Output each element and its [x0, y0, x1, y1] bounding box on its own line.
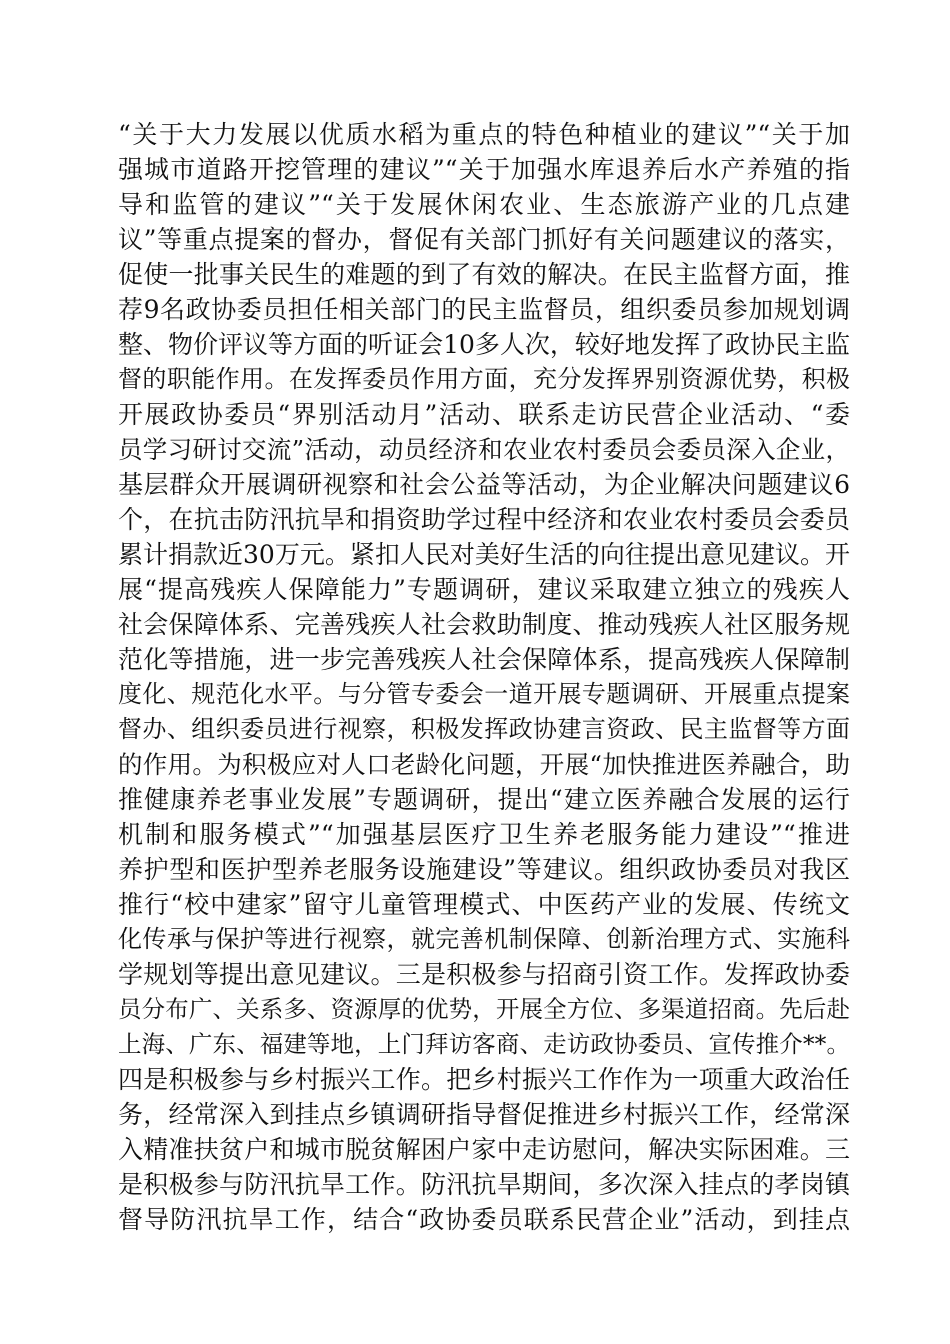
text-line: 养护型和医护型养老服务设施建设”等建议。组织政协委员对我区 — [118, 855, 850, 884]
text-line: 推行“校中建家”留守儿童管理模式、中医药产业的发展、传统文 — [118, 890, 850, 919]
text-line: 度化、规范化水平。与分管专委会一道开展专题调研、开展重点提案 — [118, 680, 850, 708]
text-line: 是积极参与防汛抗旱工作。防汛抗旱期间，多次深入挂点的孝岗镇 — [118, 1170, 850, 1199]
text-line: 累计捐款近30万元。紧扣人民对美好生活的向往提出意见建议。开 — [118, 540, 850, 569]
text-line: 社会保障体系、完善残疾人社会救助制度、推动残疾人社区服务规 — [118, 610, 850, 639]
text-line: 促使一批事关民生的难题的到了有效的解决。在民主监督方面，推 — [118, 260, 850, 289]
text-line: 展“提高残疾人保障能力”专题调研，建议采取建立独立的残疾人 — [118, 575, 850, 604]
text-line: 员分布广、关系多、资源厚的优势，开展全方位、多渠道招商。先后赴 — [118, 995, 850, 1023]
text-line: 督办、组织委员进行视察，积极发挥政协建言资政、民主监督等方面 — [118, 715, 850, 743]
text-line: 议”等重点提案的督办，督促有关部门抓好有关问题建议的落实， — [118, 225, 850, 254]
text-line: 范化等措施，进一步完善残疾人社会保障体系，提高残疾人保障制 — [118, 645, 850, 674]
text-line: 荐9名政协委员担任相关部门的民主监督员，组织委员参加规划调 — [118, 295, 850, 324]
text-line: “关于大力发展以优质水稻为重点的特色种植业的建议”“关于加 — [118, 120, 850, 149]
text-line: 强城市道路开挖管理的建议”“关于加强水库退养后水产养殖的指 — [118, 155, 850, 184]
text-line: 学规划等提出意见建议。三是积极参与招商引资工作。发挥政协委 — [118, 960, 850, 989]
text-line: 务，经常深入到挂点乡镇调研指导督促推进乡村振兴工作，经常深 — [118, 1100, 850, 1129]
text-line: 的作用。为积极应对人口老龄化问题，开展“加快推进医养融合，助 — [118, 750, 850, 779]
text-line: 导和监管的建议”“关于发展休闲农业、生态旅游产业的几点建 — [118, 190, 850, 219]
text-line: 个，在抗击防汛抗旱和捐资助学过程中经济和农业农村委员会委员 — [118, 505, 850, 534]
text-line: 基层群众开展调研视察和社会公益等活动，为企业解决问题建议6 — [118, 470, 850, 499]
text-line: 入精准扶贫户和城市脱贫解困户家中走访慰问，解决实际困难。三 — [118, 1135, 850, 1164]
text-line: 推健康养老事业发展”专题调研，提出“建立医养融合发展的运行 — [118, 785, 850, 814]
text-line: 员学习研讨交流”活动，动员经济和农业农村委员会委员深入企业， — [118, 435, 850, 464]
text-line: 化传承与保护等进行视察，就完善机制保障、创新治理方式、实施科 — [118, 925, 850, 953]
body-text — [118, 117, 850, 1237]
text-line: 整、物价评议等方面的听证会10多人次，较好地发挥了政协民主监 — [118, 330, 850, 359]
text-line: 上海、广东、福建等地，上门拜访客商、走访政协委员、宣传推介**。 — [118, 1030, 850, 1058]
text-line: 四是积极参与乡村振兴工作。把乡村振兴工作作为一项重大政治任 — [118, 1065, 850, 1094]
text-line: 开展政协委员“界别活动月”活动、联系走访民营企业活动、“委 — [118, 400, 850, 429]
text-line: 督导防汛抗旱工作，结合“政协委员联系民营企业”活动，到挂点 — [118, 1205, 850, 1234]
text-line: 机制和服务模式”“加强基层医疗卫生养老服务能力建设”“推进 — [118, 820, 850, 849]
text-line: 督的职能作用。在发挥委员作用方面，充分发挥界别资源优势，积极 — [118, 365, 850, 393]
